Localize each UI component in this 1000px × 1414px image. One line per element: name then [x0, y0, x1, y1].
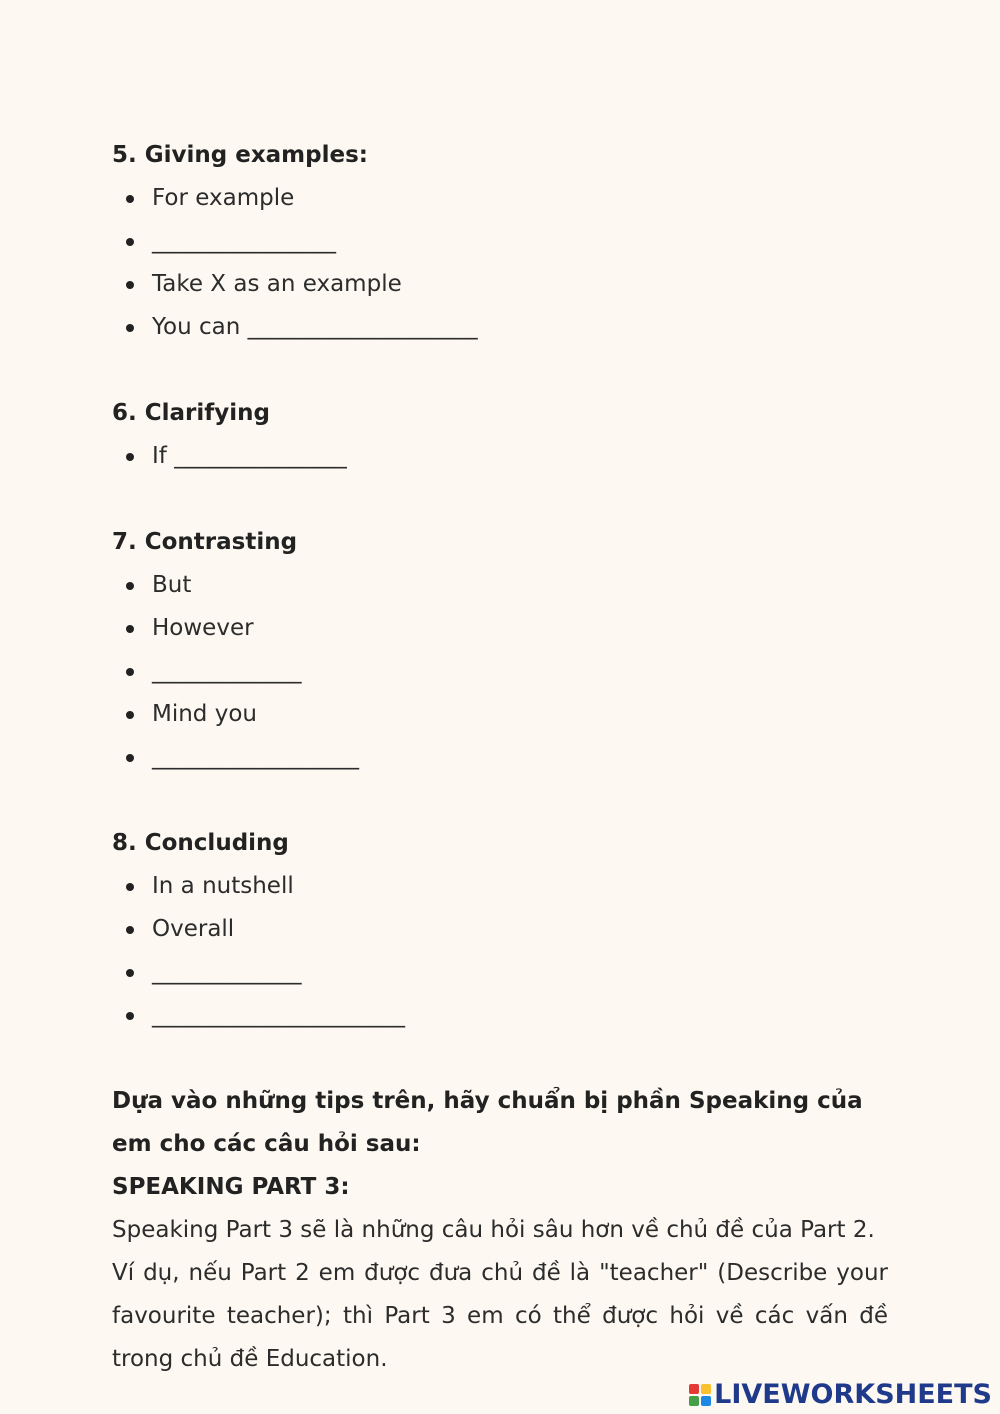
- blank-answer-line[interactable]: ______________________: [152, 1002, 405, 1028]
- speaking-instructions: [112, 1080, 888, 1381]
- list-item: [112, 994, 888, 1037]
- bullet-icon: [126, 711, 134, 719]
- blank-answer-line[interactable]: ________________: [152, 228, 336, 254]
- list-item: [112, 564, 888, 607]
- logo-tile-red: [689, 1384, 699, 1394]
- section-clarifying: [112, 392, 888, 478]
- bullet-icon: [126, 238, 134, 246]
- paragraph-example: Ví dụ, nếu Part 2 em được đưa chủ đề là "teacher" (Describe your favourite teacher); thì Part 3 em có thể được hỏi về các vấn đề trong chủ đề Education.: [112, 1260, 888, 1372]
- list-item: [112, 951, 888, 994]
- section-title: 6. Clarifying: [112, 400, 270, 426]
- logo-text: LIVEWORKSHEETS: [714, 1379, 992, 1410]
- bullet-icon: [126, 883, 134, 891]
- logo-tiles-icon: [689, 1384, 711, 1406]
- list-item-text: For example: [152, 185, 295, 211]
- bullet-icon: [126, 668, 134, 676]
- bullet-icon: [126, 969, 134, 977]
- section-contrasting: [112, 521, 888, 779]
- bullet-icon: [126, 926, 134, 934]
- bullet-icon: [126, 754, 134, 762]
- phrase-list: [112, 177, 888, 349]
- list-item-text: In a nutshell: [152, 873, 294, 899]
- paragraph-part3-intro: Speaking Part 3 sẽ là những câu hỏi sâu hơn về chủ đề của Part 2.: [112, 1217, 875, 1243]
- list-item-text-with-blank[interactable]: If _______________: [152, 443, 347, 469]
- bullet-icon: [126, 281, 134, 289]
- list-item: [112, 865, 888, 908]
- section-concluding: [112, 822, 888, 1037]
- section-title: 7. Contrasting: [112, 529, 298, 555]
- list-item-text: Overall: [152, 916, 235, 942]
- part-heading: SPEAKING PART 3:: [112, 1174, 350, 1200]
- section-giving-examples: [112, 134, 888, 349]
- blank-answer-line[interactable]: _____________: [152, 658, 302, 684]
- section-title: 5. Giving examples:: [112, 142, 368, 168]
- list-item-text: However: [152, 615, 254, 641]
- logo-tile-green: [689, 1396, 699, 1406]
- list-item: [112, 306, 888, 349]
- logo-tile-yellow: [701, 1384, 711, 1394]
- bullet-icon: [126, 453, 134, 461]
- list-item: [112, 693, 888, 736]
- list-item: [112, 177, 888, 220]
- list-item: [112, 607, 888, 650]
- bullet-icon: [126, 1012, 134, 1020]
- logo-tile-blue: [701, 1396, 711, 1406]
- blank-answer-line[interactable]: __________________: [152, 744, 359, 770]
- list-item-text: Take X as an example: [152, 271, 402, 297]
- list-item-text-with-blank[interactable]: You can ____________________: [152, 314, 478, 340]
- list-item-text: Mind you: [152, 701, 257, 727]
- blank-answer-line[interactable]: _____________: [152, 959, 302, 985]
- bullet-icon: [126, 195, 134, 203]
- liveworksheets-logo[interactable]: [689, 1379, 992, 1410]
- list-item: [112, 263, 888, 306]
- instruction-text: Dựa vào những tips trên, hãy chuẩn bị phần Speaking của em cho các câu hỏi sau:: [112, 1088, 863, 1157]
- bullet-icon: [126, 324, 134, 332]
- list-item: [112, 908, 888, 951]
- phrase-list: [112, 564, 888, 779]
- list-item: [112, 220, 888, 263]
- phrase-list: [112, 865, 888, 1037]
- bullet-icon: [126, 625, 134, 633]
- list-item: [112, 736, 888, 779]
- worksheet-content: [112, 134, 888, 1381]
- list-item: [112, 435, 888, 478]
- bullet-icon: [126, 582, 134, 590]
- list-item: [112, 650, 888, 693]
- list-item-text: But: [152, 572, 192, 598]
- section-title: 8. Concluding: [112, 830, 289, 856]
- phrase-list: [112, 435, 888, 478]
